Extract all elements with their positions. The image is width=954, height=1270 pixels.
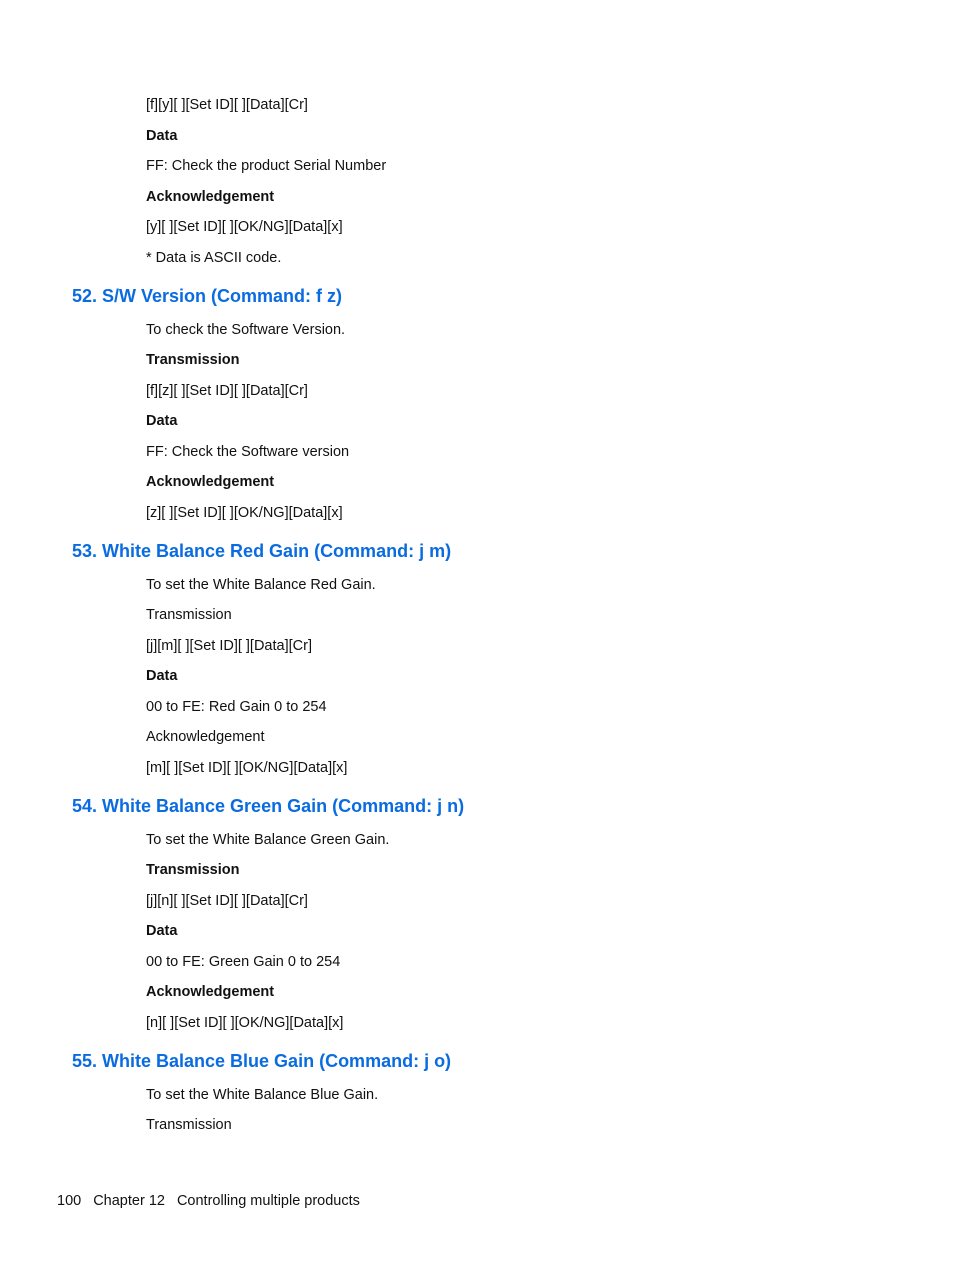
body-text: To set the White Balance Red Gain. — [146, 577, 376, 593]
body-text: [n][ ][Set ID][ ][OK/NG][Data][x] — [146, 1015, 344, 1031]
label-transmission: Transmission — [146, 607, 232, 623]
section-heading-53: 53. White Balance Red Gain (Command: j m) — [72, 541, 452, 561]
label-data: Data — [146, 128, 178, 144]
chapter-label: Chapter 12 — [93, 1193, 165, 1209]
body-text: 00 to FE: Green Gain 0 to 254 — [146, 954, 341, 970]
page-footer — [57, 1192, 360, 1210]
body-text: [f][y][ ][Set ID][ ][Data][Cr] — [146, 97, 308, 113]
body-text: FF: Check the Software version — [146, 444, 350, 460]
label-transmission: Transmission — [146, 352, 240, 368]
body-text: FF: Check the product Serial Number — [146, 158, 387, 174]
body-text: [f][z][ ][Set ID][ ][Data][Cr] — [146, 383, 308, 399]
body-text: [j][n][ ][Set ID][ ][Data][Cr] — [146, 893, 308, 909]
section-heading-52: 52. S/W Version (Command: f z) — [72, 286, 343, 306]
body-text: [y][ ][Set ID][ ][OK/NG][Data][x] — [146, 219, 343, 235]
body-text: To set the White Balance Green Gain. — [146, 832, 390, 848]
label-data: Data — [146, 413, 178, 429]
note-text: * Data is ASCII code. — [146, 250, 282, 266]
label-acknowledgement: Acknowledgement — [146, 984, 275, 1000]
label-data: Data — [146, 668, 178, 684]
chapter-title: Controlling multiple products — [176, 1193, 360, 1209]
label-acknowledgement: Acknowledgement — [146, 729, 265, 745]
body-text: [j][m][ ][Set ID][ ][Data][Cr] — [146, 638, 312, 654]
body-text: 00 to FE: Red Gain 0 to 254 — [146, 699, 327, 715]
body-text: [m][ ][Set ID][ ][OK/NG][Data][x] — [146, 760, 348, 776]
page-number: 100 — [57, 1193, 82, 1209]
label-acknowledgement: Acknowledgement — [146, 189, 275, 205]
section-heading-54: 54. White Balance Green Gain (Command: j n) — [72, 796, 465, 816]
body-text: To set the White Balance Blue Gain. — [146, 1087, 379, 1103]
label-transmission: Transmission — [146, 862, 240, 878]
label-data: Data — [146, 923, 178, 939]
label-acknowledgement: Acknowledgement — [146, 474, 275, 490]
section-heading-55: 55. White Balance Blue Gain (Command: j o) — [72, 1051, 452, 1071]
body-text: [z][ ][Set ID][ ][OK/NG][Data][x] — [146, 505, 343, 521]
body-text: To check the Software Version. — [146, 322, 346, 338]
label-transmission: Transmission — [146, 1117, 232, 1133]
